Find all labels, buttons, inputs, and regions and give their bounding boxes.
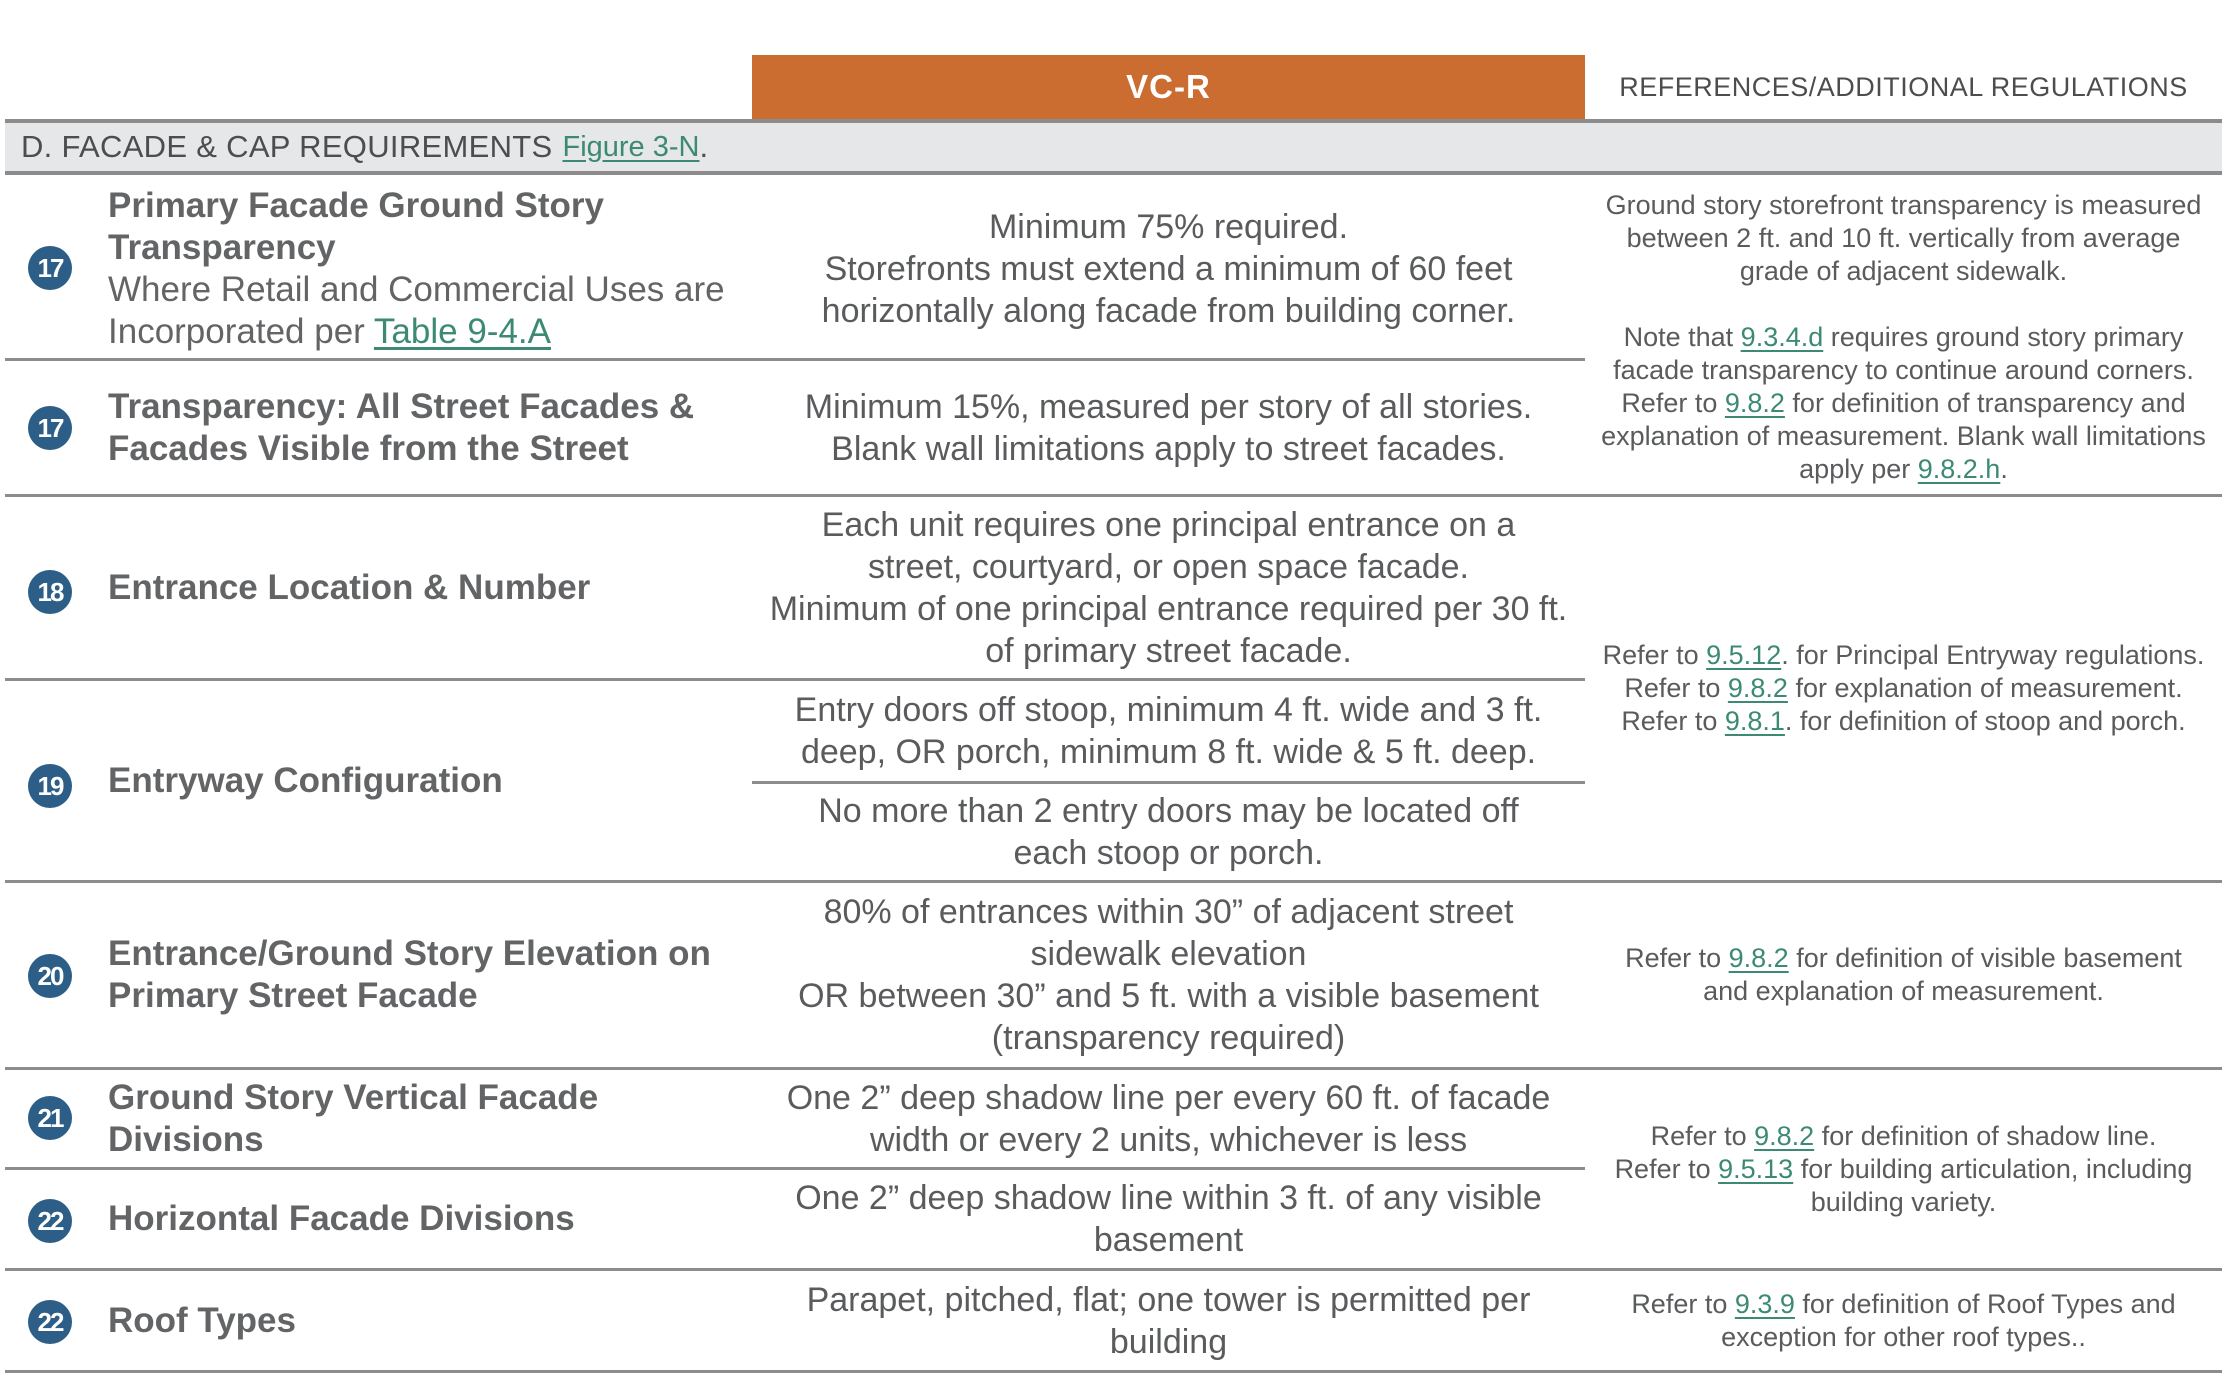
- row-label-primary-facade-transparency: [108, 180, 738, 358]
- row-label-entryway-configuration: [108, 681, 738, 880]
- item-number-badge: 17: [28, 406, 72, 450]
- ref-link-9-8-1[interactable]: 9.8.1: [1724, 706, 1785, 736]
- ref-fragment: Refer to: [1614, 1153, 1719, 1184]
- district-header-vc-r: VC-R: [752, 55, 1585, 119]
- figure-link-suffix: .: [699, 129, 709, 164]
- reference-text: [1604, 942, 2204, 1008]
- requirement-cell: [752, 1070, 1585, 1167]
- figure-3-n-link[interactable]: Figure 3-N: [562, 130, 700, 163]
- reference-text: [1624, 672, 2182, 705]
- reference-text: [1621, 705, 2185, 738]
- requirement-line: Storefronts must extend a minimum of 60 feet horizontally along facade from building corner.: [821, 250, 1516, 330]
- requirement-line: One 2” deep shadow line within 3 ft. of any visible basement: [795, 1179, 1542, 1259]
- ref-fragment: . for Principal Entryway regulations.: [1781, 640, 2205, 670]
- reference-text: [1609, 1288, 2199, 1354]
- requirement-cell: [752, 1170, 1585, 1268]
- reference-cell-entrances: [1585, 497, 2222, 880]
- requirement-line: Blank wall limitations apply to street facades.: [831, 429, 1506, 468]
- reference-text: [1604, 1153, 2204, 1219]
- requirement-line: Minimum 75% required.: [988, 208, 1349, 246]
- requirement-cell: [752, 784, 1585, 880]
- row-label-horizontal-divisions: [108, 1170, 738, 1268]
- ref-fragment: Refer to: [1602, 640, 1707, 670]
- references-column-header: REFERENCES/ADDITIONAL REGULATIONS: [1619, 71, 2188, 102]
- section-title: D. FACADE & CAP REQUIREMENTS: [21, 129, 553, 164]
- item-number-badge: 17: [28, 246, 72, 290]
- reference-cell-elevation: [1585, 883, 2222, 1067]
- ref-link-9-8-2-h[interactable]: 9.8.2.h: [1917, 453, 2001, 484]
- requirement-line: Minimum of one principal entrance required per 30 ft. of primary street facade.: [769, 589, 1568, 670]
- requirement-cell: [752, 1271, 1585, 1370]
- row-label-vertical-divisions: [108, 1070, 738, 1167]
- row-label-roof-types: [108, 1271, 738, 1370]
- table-bottom-rule: [5, 1370, 2222, 1373]
- ref-fragment: Refer to: [1631, 1288, 1735, 1319]
- ref-link-9-5-13[interactable]: 9.5.13: [1718, 1153, 1794, 1184]
- ref-link-9-8-2[interactable]: 9.8.2: [1727, 673, 1788, 703]
- ref-link-9-3-9[interactable]: 9.3.9: [1734, 1288, 1795, 1319]
- requirement-cell: [752, 681, 1585, 781]
- requirement-line: Each unit requires one principal entrance on a street, courtyard, or open space facade.: [821, 505, 1516, 586]
- ref-fragment: for building articulation, including building variety.: [1793, 1153, 2193, 1217]
- ref-fragment: requires ground story primary facade transparency to continue around corners. Refer to: [1613, 321, 2194, 418]
- ref-link-9-8-2[interactable]: 9.8.2: [1728, 943, 1789, 973]
- item-number-badge: 18: [28, 570, 72, 614]
- requirement-cell: [752, 497, 1585, 678]
- ref-fragment: for definition of transparency and explanation of measurement. Blank wall limitations apply per: [1601, 387, 2206, 484]
- row-title: Entrance Location & Number: [108, 567, 591, 607]
- row-title: Entryway Configuration: [108, 760, 503, 800]
- ref-fragment: Refer to: [1621, 706, 1725, 736]
- reference-cell-roof: [1585, 1271, 2222, 1370]
- ref-link-9-8-2[interactable]: 9.8.2: [1724, 387, 1785, 418]
- ref-fragment: Refer to: [1624, 673, 1728, 703]
- row-title: Horizontal Facade Divisions: [108, 1199, 575, 1238]
- reference-cell-transparency: [1585, 180, 2222, 494]
- table-9-4-a-link[interactable]: Table 9-4.A: [373, 312, 551, 351]
- row-title: Ground Story Vertical Facade Divisions: [108, 1077, 599, 1159]
- requirement-line: One 2” deep shadow line per every 60 ft. of facade width or every 2 units, whichever is less: [786, 1078, 1551, 1159]
- requirement-cell: [752, 883, 1585, 1067]
- ref-fragment: Note that: [1623, 321, 1741, 352]
- row-title: Roof Types: [108, 1300, 296, 1340]
- requirement-line: OR between 30” and 5 ft. with a visible basement (transparency required): [798, 977, 1539, 1057]
- ref-fragment: for definition of shadow line.: [1814, 1120, 2157, 1151]
- requirement-line: Entry doors off stoop, minimum 4 ft. wide and 3 ft. deep, OR porch, minimum 8 ft. wide & 5 ft. deep.: [794, 691, 1543, 771]
- requirement-line: No more than 2 entry doors may be located off each stoop or porch.: [818, 792, 1519, 872]
- requirement-line: Minimum 15%, measured per story of all stories.: [804, 387, 1533, 426]
- row-title: Transparency: All Street Facades & Facades Visible from the Street: [108, 386, 695, 468]
- row-label-entrance-location: [108, 497, 738, 678]
- ref-fragment: for definition of Roof Types and exception for other roof types..: [1721, 1288, 2176, 1352]
- row-title: Entrance/Ground Story Elevation on Primary Street Facade: [108, 934, 711, 1015]
- reference-text: Ground story storefront transparency is measured between 2 ft. and 10 ft. vertically from average grade of adjacent sidewalk.: [1605, 189, 2202, 286]
- ref-fragment: for definition of visible basement and explanation of measurement.: [1703, 943, 2182, 1006]
- item-number-badge: 22: [28, 1199, 72, 1243]
- item-number-badge: 22: [28, 1300, 72, 1344]
- ref-link-9-3-4-d[interactable]: 9.3.4.d: [1740, 321, 1824, 352]
- requirement-cell: [752, 180, 1585, 358]
- requirement-cell: [752, 361, 1585, 494]
- item-number-badge: 19: [28, 764, 72, 808]
- ref-link-9-5-12[interactable]: 9.5.12: [1706, 640, 1782, 670]
- subtitle-text: Where Retail and Commercial Uses are Incorporated per: [108, 270, 725, 351]
- ref-fragment: . for definition of stoop and porch.: [1784, 706, 2186, 736]
- row-title: Primary Facade Ground Story Transparency: [108, 186, 604, 267]
- reference-text: [1651, 1120, 2157, 1153]
- ref-fragment: Refer to: [1625, 943, 1729, 973]
- reference-cell-divisions: [1585, 1070, 2222, 1268]
- ref-link-9-8-2[interactable]: 9.8.2: [1754, 1120, 1815, 1151]
- requirement-line: 80% of entrances within 30” of adjacent street sidewalk elevation: [823, 893, 1514, 973]
- ref-fragment: .: [2000, 453, 2008, 484]
- reference-text: [1599, 321, 2209, 486]
- row-label-street-facade-transparency: [108, 361, 738, 494]
- section-header-band: [5, 119, 2222, 175]
- reference-text: [1603, 639, 2205, 672]
- row-label-entrance-elevation: [108, 883, 738, 1067]
- requirement-line: Parapet, pitched, flat; one tower is permitted per building: [806, 1280, 1531, 1361]
- row-subtitle: [108, 269, 738, 353]
- item-number-badge: 21: [28, 1096, 72, 1140]
- ref-fragment: for explanation of measurement.: [1787, 673, 2183, 703]
- ref-fragment: Refer to: [1650, 1120, 1755, 1151]
- item-number-badge: 20: [28, 954, 72, 998]
